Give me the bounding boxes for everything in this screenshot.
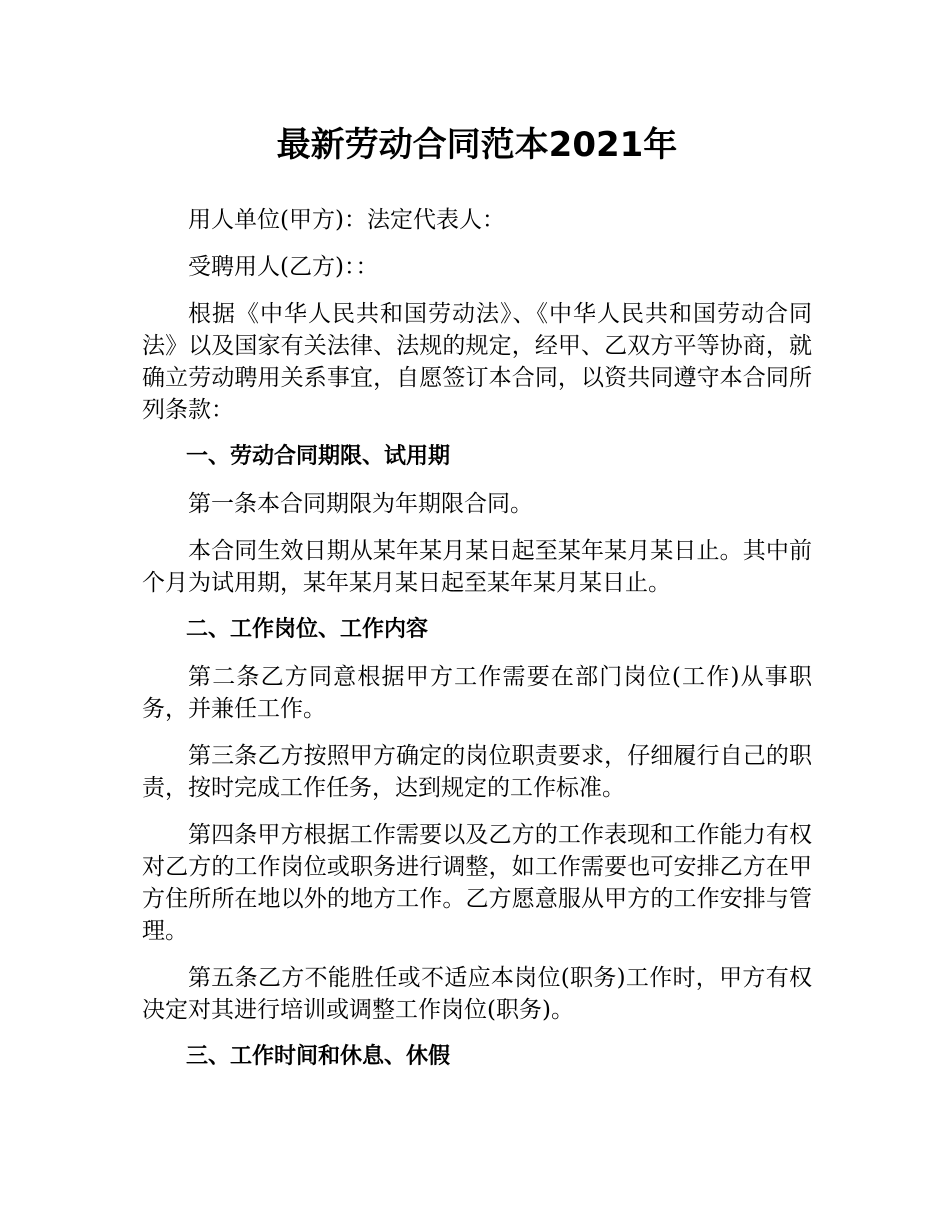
party-b-line: 受聘用人(乙方)：： xyxy=(188,254,379,280)
article-2: 第二条乙方同意根据甲方工作需要在部门岗位(工作)从事职务，并兼任工作。 xyxy=(142,664,812,722)
article-5: 第五条乙方不能胜任或不适应本岗位(职务)工作时，甲方有权决定对其进行培训或调整工作岗位(职务)。 xyxy=(142,965,812,1023)
section-heading-job-position: 二、工作岗位、工作内容 xyxy=(186,617,429,642)
section-heading-contract-term: 一、劳动合同期限、试用期 xyxy=(186,444,451,469)
document-title: 最新劳动合同范本2021年 xyxy=(276,125,678,165)
effective-date-paragraph: 本合同生效日期从某年某月某日起至某年某月某日止。其中前个月为试用期，某年某月某日起至某年某月某日止。 xyxy=(142,538,812,596)
article-4: 第四条甲方根据工作需要以及乙方的工作表现和工作能力有权对乙方的工作岗位或职务进行调整，如工作需要也可安排乙方在甲方住所所在地以外的地方工作。乙方愿意服从甲方的工作安排与管理。 xyxy=(142,822,812,944)
document-page xyxy=(142,0,812,1230)
document-body xyxy=(142,204,812,1073)
section-heading-work-hours: 三、工作时间和休息、休假 xyxy=(186,1044,451,1069)
article-3: 第三条乙方按照甲方确定的岗位职责要求，仔细履行自己的职责，按时完成工作任务，达到规定的工作标准。 xyxy=(142,743,812,801)
article-1: 第一条本合同期限为年期限合同。 xyxy=(188,491,533,517)
party-a-line: 用人单位(甲方)：法定代表人： xyxy=(188,207,505,233)
preamble-paragraph: 根据《中华人民共和国劳动法》、《中华人民共和国劳动合同法》以及国家有关法律、法规的规定，经甲、乙双方平等协商，就确立劳动聘用关系事宜，自愿签订本合同，以资共同遵守本合同所列条款： xyxy=(142,301,812,423)
